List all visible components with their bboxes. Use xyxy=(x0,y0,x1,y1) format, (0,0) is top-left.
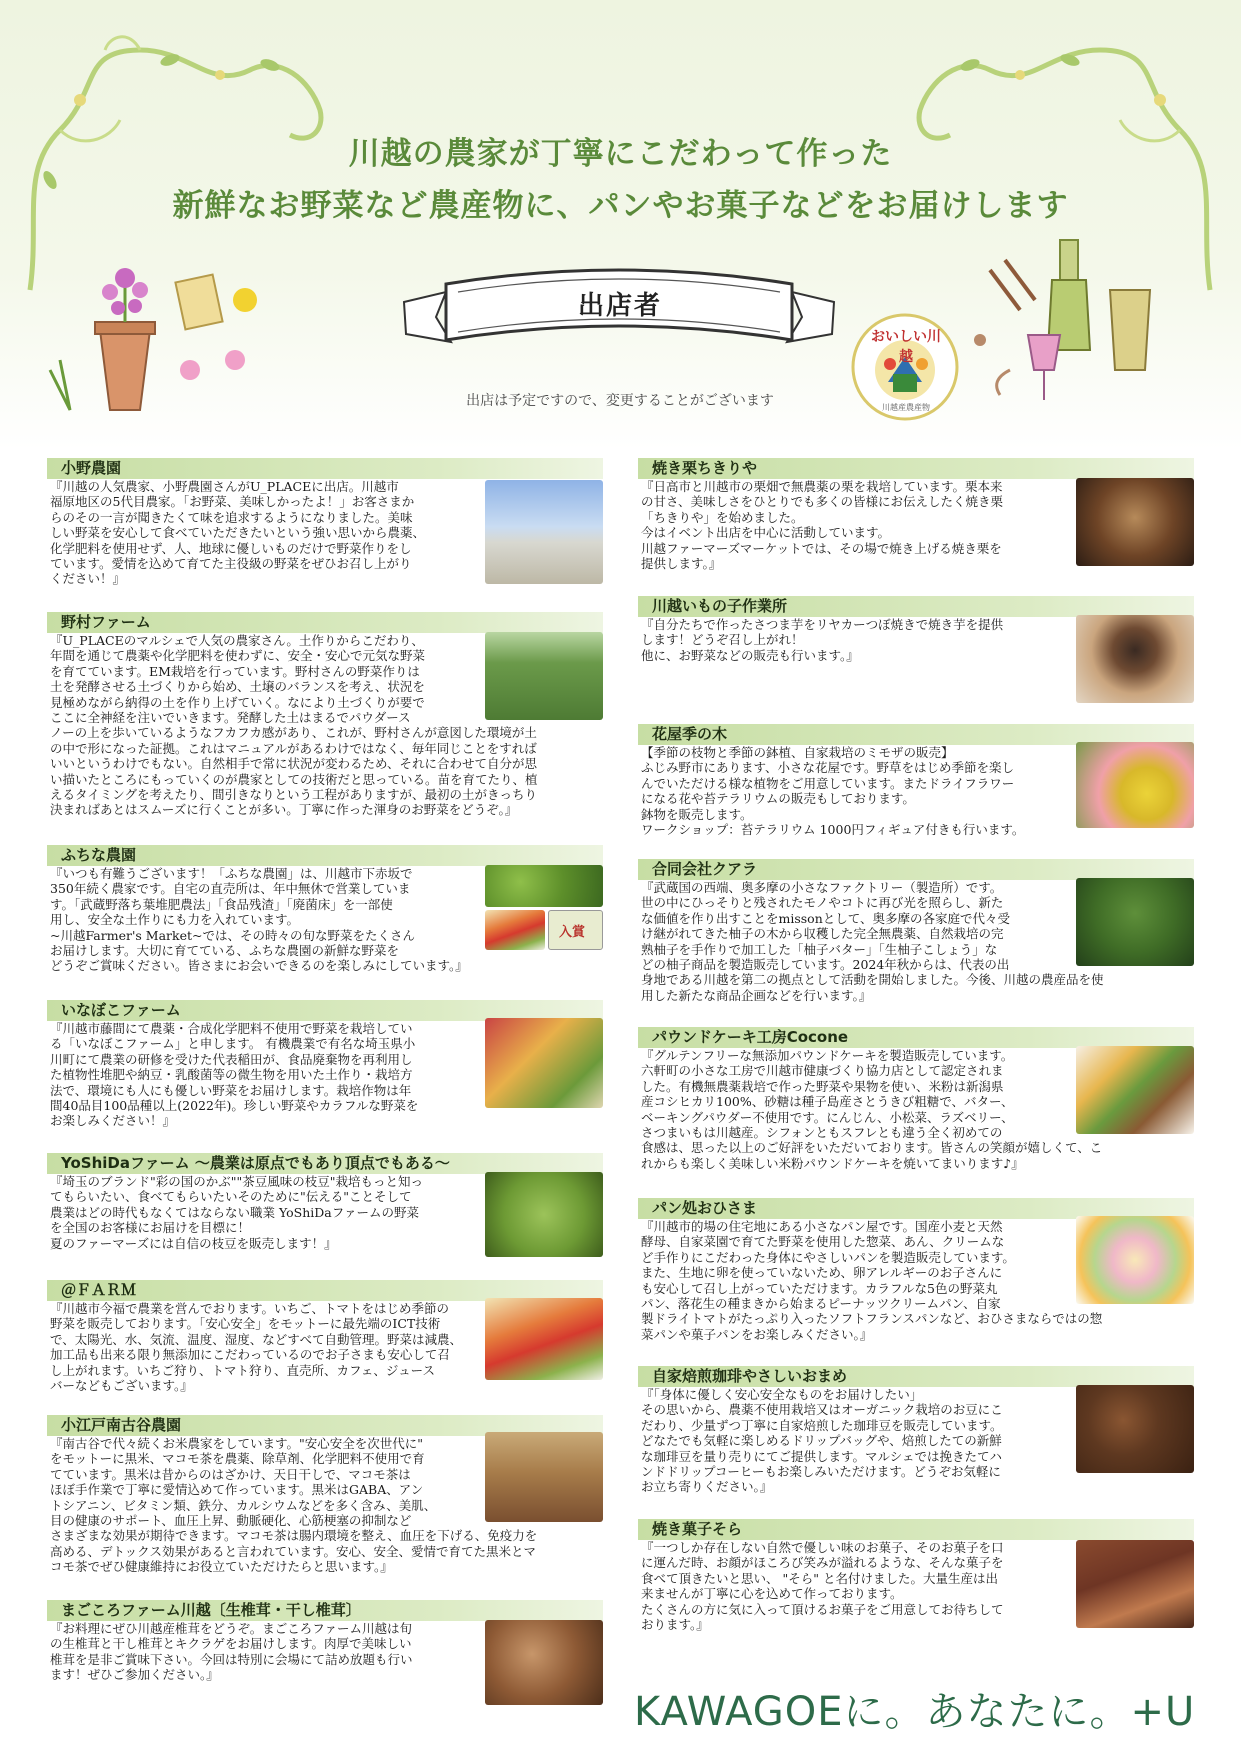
roasted-chestnut-photo xyxy=(1076,478,1194,566)
vendor-description: 『川越の人気農家、小野農園さんがU_PLACEに出店。川越市 福原地区の5代目農家。「お野菜、美味しかったよ！」お客さまか らのその一言が聞きたくて味を追求するようになりました。美味 しい野菜を安心して食べていただきたいという強い思いから農薬、 化学肥料を使用せず、人、地球に優しいものだけで野菜作りをし ています。愛情を込めて育てた主役級の野菜をぜひお召し上がり ください！』 xyxy=(50,479,426,587)
vendor-name: 花屋季の木 xyxy=(638,724,1194,745)
pound-cake-photo xyxy=(1076,1046,1194,1134)
footer-tagline: KAWAGOEに。あなたに。+U xyxy=(634,1689,1196,1735)
corn-photo xyxy=(485,910,545,950)
vendor-description: 『日高市と川越市の栗畑で無農薬の栗を栽培しています。栗本来 の甘さ、美味しさをひとりでも多くの皆様にお伝えしたく焼き栗 「ちきりや」を始めました。 今はイベント出店を中心に活動しています。 川越ファーマーズマーケットでは、その場で焼き上げる焼き栗を 提供します。』 xyxy=(641,479,1004,572)
vendor-description: 『U_PLACEのマルシェで人気の農家さん。土作りからこだわり、 年間を通じて農薬や化学肥料を使わずに、安全・安心で元気な野菜 を育てています。EM栽培を行っています。野村さんの野菜作りは 土を発酵させる土づくりから始め、土壌のバランスを考え、状況を 見極めながら納得の土を作り上げていく。なにより土づくりが要で ここに全神経を注いでいきます。発酵した土はまるでパウダース ノーの上を歩いているようなフカフカ感があり、これが、野村さんが意図した環境が土 の中で形になった証拠。これはマニュアルがあるわけではなく、毎年同じことをすれば いいというわけでもない。自然相手で常に状況が変わるため、それに合わせて自分が思 い描いたところにもっていくのが農家としての技術だと思っている。苗を育てたり、植 えるタイミングを考えたり、間引きなりという工程がありますが、最初の土がきっちり 決まればあとはスムーズに行くことが多い。丁寧に作った渾身のお野菜をどうぞ。』 xyxy=(50,633,538,818)
baked-sweets-photo xyxy=(1076,1540,1194,1628)
schedule-notice: 出店は予定ですので、変更することがございます xyxy=(466,393,774,409)
vendor-description: 『いつも有難うございます！「ふちな農園」は、川越市下赤坂で 350年続く農家です。自宅の直売所は、年中無休で営業していま す。「武蔵野落ち葉堆肥農法」「食品残渣」「廃菌床」を一部使 用し、安全な土作りにも力を入れています。 ~川越Farmer's Market~では、その時々の旬な野菜をたくさん お届けします。大切に育てている、ふちな農園の新鮮な野菜を どうぞご賞味ください。皆さまにお会いできるのを楽しみにしています。』 xyxy=(50,866,468,974)
vendor-name: YoShiDaファーム ～農業は原点でもあり頂点でもある～ xyxy=(47,1153,603,1174)
vegetables-photo xyxy=(485,865,603,907)
flower-pot-illustration-icon xyxy=(40,260,300,420)
vendor-name: まごころファーム川越〔生椎茸・干し椎茸〕 xyxy=(47,1600,603,1621)
vendor-description: 『川越市今福で農業を営んでおります。いちご、トマトをはじめ季節の 野菜を販売しております。「安心安全」をモットーに最先端のICT技術 で、太陽光、水、気流、温度、湿度、などすべて自動管理。野菜は減農、 加工品も出来る限り無添加にこだわっているのでお子さまも安心して召 し上がれます。いちご狩り、トマト狩り、直売所、カフェ、ジュース バーなどもございます。』 xyxy=(50,1301,463,1394)
vendor-description: 『自分たちで作ったさつま芋をリヤカーつぼ焼きで焼き芋を提供 します！どうぞ召し上がれ！ 他に、お野菜などの販売も行います。』 xyxy=(641,617,1004,663)
logo-text-top: おいしい川越 xyxy=(871,329,941,365)
vendor-description: 【季節の枝物と季節の鉢植、自家栽培のミモザの販売】 ふじみ野市にあります、小さな花屋です。野草をはじめ季節を楽し んでいただける様な植物をご用意しています。またドライフラワー になる花や苔テラリウムの販売もしております。 鉢物を販売します。 ワークショップ：苔テラリウム 1000円フィギュア付きも行います。 xyxy=(641,745,1025,838)
coffee-beans-photo xyxy=(1076,1385,1194,1473)
vendor-name: 川越いもの子作業所 xyxy=(638,596,1194,617)
field-photo xyxy=(485,632,603,720)
vendor-description: 『武蔵国の西端、奥多摩の小さなファクトリー（製造所）です。 世の中にひっそりと残されたモノやコトに再び光を照らし、新た な価値を作り出すことをmissonとして、奥多摩の各家庭で代々受 け継がれてきた柚子の木から収穫した完全無農薬、自然栽培の完 熟柚子を手作りで加工した「柚子バター」「生柚子こしょう」な どの柚子商品を製造販売しています。2024年秋からは、代表の出 身地である川越を第二の拠点として活動を開始しました。今後、川越の農産品を使 用した新たな商品企画などを行います。』 xyxy=(641,880,1104,1003)
vendor-name: ＠ＦＡＲＭ xyxy=(47,1280,603,1301)
headline-line-1: 川越の農家が丁寧にこだわって作った xyxy=(348,136,893,172)
vendor-name: 焼き菓子そら xyxy=(638,1519,1194,1540)
vendor-name: 小江戸南古谷農園 xyxy=(47,1415,603,1436)
rice-products-photo xyxy=(485,1432,603,1522)
vendor-description: 『埼玉のブランド"彩の国のかぶ""茶豆風味の枝豆"栽培もっと知っ てもらいたい、食べてもらいたいそのために"伝える"ことそして 農業はどの時代もなくてはならない職業 YoShiDaファームの野菜 を全国のお客様にお届けを目標に！ 夏のファーマーズには自信の枝豆を販売します！』 xyxy=(50,1174,423,1251)
vendor-name: パウンドケーキ工房Cocone xyxy=(638,1027,1194,1048)
banner-title: 出店者 xyxy=(577,291,662,321)
vendor-description: 『南古谷で代々続くお米農家をしています。"安心安全を次世代に" をモットーに黒米、マコモ茶を農薬、除草剤、化学肥料不使用で育 てています。黒米は昔からのはざかけ、天日干しで、マコモ茶は ほぼ手作業で丁寧に愛情込めて作っています。黒米はGABA、アン トシアニン、ビタミン類、鉄分、カルシウムなどを多く含み、美肌、 目の健康のサポート、血圧上昇、動脈硬化、心筋梗塞の抑制など さまざまな効果が期待できます。マコモ茶は腸内環境を整え、血圧を下げる、免疫力を 高める、デトックス効果があると言われています。安心、安全、愛情で育てた黒米とマ コモ茶でぜひ健康維持にお役立ていただけたらと思います。』 xyxy=(50,1436,538,1575)
vendor-description: 『お料理にぜひ川越産椎茸をどうぞ。まごころファーム川越は旬 の生椎茸と干し椎茸とキクラゲをお届けします。肉厚で美味しい 椎茸を是非ご賞味下さい。今回は特別に会場にて詰め放題も行い ます！ぜひご参加ください。』 xyxy=(50,1621,413,1683)
vendor-name: 野村ファーム xyxy=(47,612,603,633)
vendor-name: 合同会社クアラ xyxy=(638,859,1194,880)
vendor-description: 『グルテンフリーな無添加パウンドケーキを製造販売しています。 六軒町の小さな工房で川越市健康づくり協力店として認定されま した。有機無農薬栽培で作った野菜や果物を使い、米粉は新潟県 産コシヒカリ100%、砂糖は種子島産さとうきび粗糖で、バター、 ベーキングパウダー不使用です。にんじん、小松菜、ラズベリー、 さつまいもは川越産。シフォンともスフレとも違う全く初めての 食感は、思った以上のご好評をいただいております。皆さんの笑顔が嬉しくて、こ れからも楽しく美味しい米粉パウンドケーキを焼いてまいります♪』 xyxy=(641,1048,1103,1171)
vendor-name: 小野農園 xyxy=(47,458,603,479)
flowers-photo xyxy=(1076,742,1194,828)
produce-photo xyxy=(485,1018,603,1108)
shiitake-photo xyxy=(485,1620,603,1705)
colorful-bread-photo xyxy=(1076,1216,1194,1304)
award-badge-photo xyxy=(548,910,603,950)
vendor-name: パン処おひさま xyxy=(638,1198,1194,1219)
vendor-name: 焼き栗ちきりや xyxy=(638,458,1194,479)
logo-text-bottom: 川越産農産物 xyxy=(882,403,930,412)
farmer-photo xyxy=(485,480,603,584)
vendor-name: 自家焙煎珈琲やさしいおまめ xyxy=(638,1366,1194,1387)
vendor-name: いなぼこファーム xyxy=(47,1000,603,1021)
vendor-description: 『一つしか存在しない自然で優しい味のお菓子、そのお菓子を口 に運んだ時、お顔がほころび笑みが溢れるような、そんな菓子を 食べて頂きたいと思い、 "そら" と名付けました。大量生産は出 来ませんが丁寧に心を込めて作っております。 たくさんの方に気に入って頂けるお菓子をご用意してお待ちして おります。』 xyxy=(641,1540,1004,1633)
vendor-description: 『「身体に優しく安心安全なものをお届けしたい」 その思いから、農薬不使用栽培又はオーガニック栽培のお豆にこ だわり、少量ずつ丁寧に自家焙煎した珈琲豆を販売しています。 どなたでも気軽に楽しめるドリップバッグや、焙煎したての新鮮 な珈琲豆を量り売りにてご提供します。マルシェでは挽きたてハ ンドドリップコーヒーもお楽しみいただけます。どうぞお気軽に お立ち寄りください。』 xyxy=(641,1387,1003,1495)
vendor-description: 『川越市藤間にて農薬・合成化学肥料不使用で野菜を栽培してい る「いなぼこファーム」と申します。 有機農業で有名な埼玉県小 川町にて農業の研修を受けた代表稲田が、食品廃棄物を再利用し た植物性堆肥や納豆・乳酸菌等の微生物を用いた土作り・栽培方 法で、環境にも人にも優しい野菜をお届けします。栽培作物は年 間40品目100品種以上(2022年)。珍しい野菜やカラフルな野菜を お楽しみください！』 xyxy=(50,1021,419,1129)
vendor-name: ふちな農園 xyxy=(47,845,603,866)
headline-line-2: 新鮮なお野菜など農産物に、パンやお菓子などをお届けします xyxy=(172,188,1069,224)
bottle-and-glasses-illustration-icon xyxy=(950,230,1210,440)
vendor-description: 『川越市的場の住宅地にある小さなパン屋です。国産小麦と天然 酵母、自家菜園で育てた野菜を使用した惣菜、あん、クリームな ど手作りにこだわった身体にやさしいパンを製造販売しています。 また、生地に卵を使っていないため、卵アレルギーのお子さんに も安心して召し上がっていただけます。カラフルな5色の野菜丸 パン、落花生の種まきから始まるピーナッツクリームパン、自家 製ドライトマトがたっぷり入ったソフトフランスパンなど、おひさまならではの惣 菜パンや菓子パンをお楽しみください。』 xyxy=(641,1219,1103,1342)
sweet-potato-pot-photo xyxy=(1076,615,1194,703)
yuzu-forest-photo xyxy=(1076,878,1194,966)
tomato-strawberry-photo xyxy=(485,1298,603,1380)
edamame-photo xyxy=(485,1172,603,1257)
award-badge-text: 入賞 xyxy=(559,925,586,940)
